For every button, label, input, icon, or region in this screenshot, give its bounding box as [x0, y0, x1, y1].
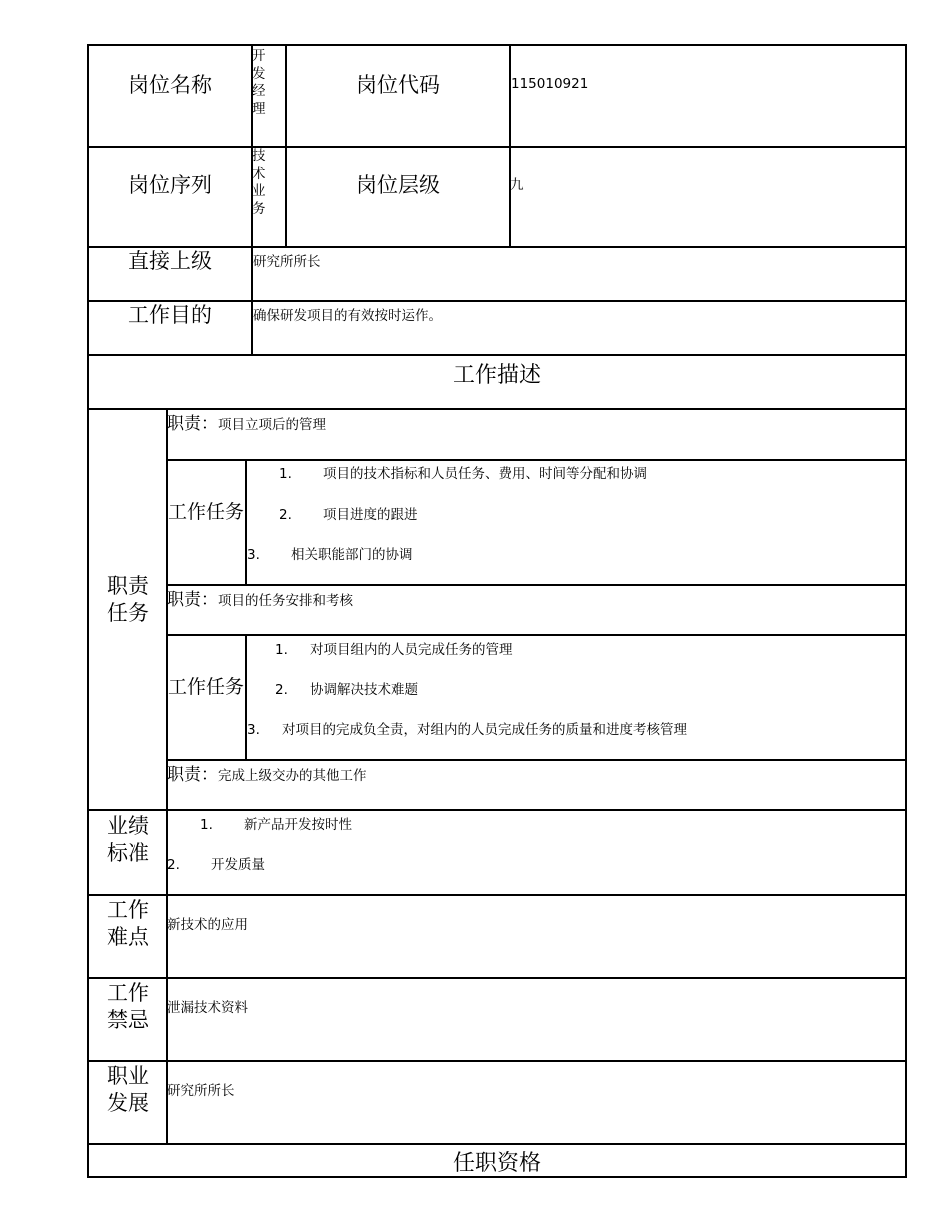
performance-item: 1. 新产品开发按时性	[200, 817, 352, 833]
responsibility-text: 完成上级交办的其他工作	[218, 768, 367, 784]
career-value: 研究所所长	[167, 1083, 235, 1099]
post-series-label: 岗位序列	[128, 173, 212, 198]
post-level-value: 九	[510, 177, 524, 193]
taboo-value: 泄漏技术资料	[167, 1000, 248, 1016]
task-item: 3. 对项目的完成负全责，对组内的人员完成任务的质量和进度考核管理	[247, 722, 687, 738]
task-label-2: 工作任务	[168, 675, 245, 698]
responsibility-prefix: 职责：	[167, 765, 218, 785]
responsibility-prefix: 职责：	[167, 414, 218, 434]
task-label-1: 工作任务	[168, 500, 245, 523]
post-name-value: 开发经理	[252, 48, 266, 117]
post-level-label: 岗位层级	[356, 173, 440, 198]
performance-label: 业绩标准	[107, 814, 149, 866]
post-name-label: 岗位名称	[128, 73, 212, 98]
career-label: 职业发展	[107, 1064, 149, 1116]
responsibility-prefix: 职责：	[167, 590, 218, 610]
task-item: 2. 协调解决技术难题	[275, 682, 418, 698]
responsibility-text: 项目的任务安排和考核	[218, 593, 353, 609]
performance-item: 2. 开发质量	[167, 857, 265, 873]
work-description-title: 工作描述	[452, 363, 541, 388]
responsibility-3	[167, 764, 367, 786]
purpose-label: 工作目的	[128, 303, 212, 327]
post-code-label: 岗位代码	[356, 73, 440, 98]
task-item: 2. 项目进度的跟进	[279, 507, 418, 523]
post-code-value: 115010921	[511, 76, 589, 92]
responsibility-text: 项目立项后的管理	[218, 417, 326, 433]
duties-label: 职责任务	[107, 573, 149, 625]
post-series-value: 技术业务	[252, 148, 266, 217]
purpose-value: 确保研发项目的有效按时运作。	[253, 308, 442, 324]
task-item: 1. 对项目组内的人员完成任务的管理	[275, 642, 513, 658]
responsibility-1	[167, 413, 326, 435]
difficulty-label: 工作难点	[107, 898, 149, 950]
superior-label: 直接上级	[128, 249, 212, 273]
superior-value: 研究所所长	[253, 254, 321, 270]
difficulty-value: 新技术的应用	[167, 917, 248, 933]
responsibility-2	[167, 589, 353, 611]
qualification-title: 任职资格	[452, 1151, 541, 1176]
task-item: 3. 相关职能部门的协调	[247, 547, 413, 563]
taboo-label: 工作禁忌	[107, 981, 149, 1033]
task-item: 1. 项目的技术指标和人员任务、费用、时间等分配和协调	[279, 466, 647, 482]
